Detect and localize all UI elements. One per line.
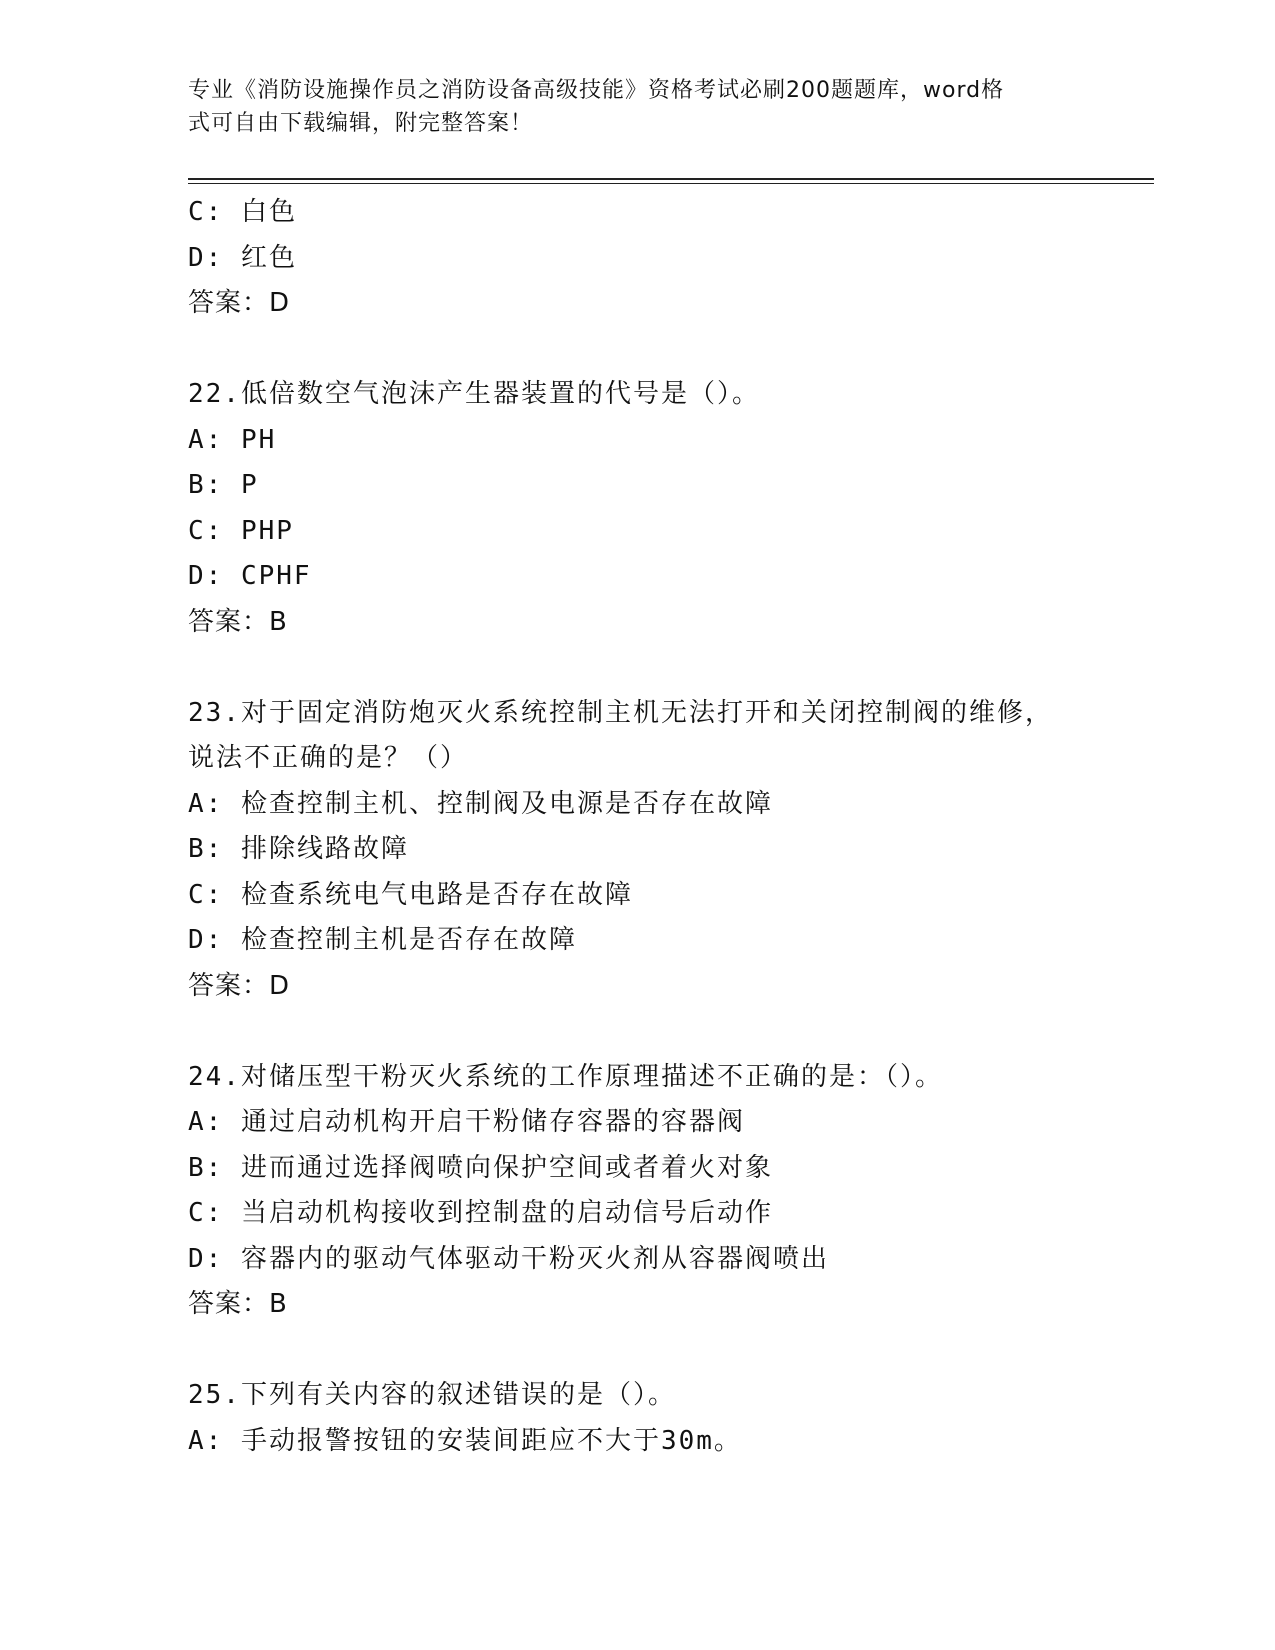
document-header — [188, 74, 1068, 140]
answer-line: 答案：B — [188, 606, 288, 637]
question-23 — [188, 691, 1154, 1010]
question-list — [188, 190, 1154, 1464]
option-a: A: PH — [188, 424, 277, 455]
answer-line: 答案：B — [188, 1289, 288, 1319]
spacer — [188, 1009, 1154, 1055]
header-line-1: 专业《消防设施操作员之消防设备高级技能》资格考试必刷200题题库，word格 — [188, 78, 1005, 103]
option-a: A: 检查控制主机、控制阀及电源是否存在故障 — [188, 788, 773, 819]
option-d: D: 容器内的驱动气体驱动干粉灭火剂从容器阀喷出 — [188, 1243, 829, 1274]
spacer — [188, 1328, 1154, 1374]
question-25 — [188, 1373, 1154, 1464]
spacer — [188, 327, 1154, 373]
header-divider-thick — [188, 178, 1154, 180]
option-b: B: 排除线路故障 — [188, 834, 409, 864]
option-d: D: 检查控制主机是否存在故障 — [188, 925, 577, 955]
header-divider-thin — [188, 183, 1154, 184]
option-c: C: 检查系统电气电路是否存在故障 — [188, 879, 633, 910]
option-b: B: 进而通过选择阀喷向保护空间或者着火对象 — [188, 1152, 773, 1183]
question-stem: 25.下列有关内容的叙述错误的是（）。 — [188, 1380, 676, 1410]
option-a: A: 通过启动机构开启干粉储存容器的容器阀 — [188, 1107, 745, 1137]
question-21-tail — [188, 190, 1154, 327]
option-d: D: 红色 — [188, 242, 297, 273]
question-stem-line-1: 23.对于固定消防炮灭火系统控制主机无法打开和关闭控制阀的维修， — [188, 697, 1053, 728]
option-a: A: 手动报警按钮的安装间距应不大于30m。 — [188, 1425, 742, 1456]
question-stem: 22.低倍数空气泡沫产生器装置的代号是（）。 — [188, 379, 760, 409]
answer-line: 答案：D — [188, 288, 291, 318]
question-stem-line-2: 说法不正确的是？（） — [188, 743, 469, 773]
answer-line: 答案：D — [188, 970, 291, 1001]
option-c: C: 当启动机构接收到控制盘的启动信号后动作 — [188, 1198, 773, 1228]
question-22 — [188, 372, 1154, 645]
question-stem: 24.对储压型干粉灭火系统的工作原理描述不正确的是：（）。 — [188, 1061, 943, 1092]
question-24 — [188, 1055, 1154, 1328]
option-b: B: P — [188, 470, 259, 500]
spacer — [188, 645, 1154, 691]
option-c: C: 白色 — [188, 197, 297, 227]
option-d: D: CPHF — [188, 561, 312, 591]
header-line-2: 式可自由下载编辑，附完整答案！ — [188, 111, 534, 136]
option-c: C: PHP — [188, 515, 294, 546]
